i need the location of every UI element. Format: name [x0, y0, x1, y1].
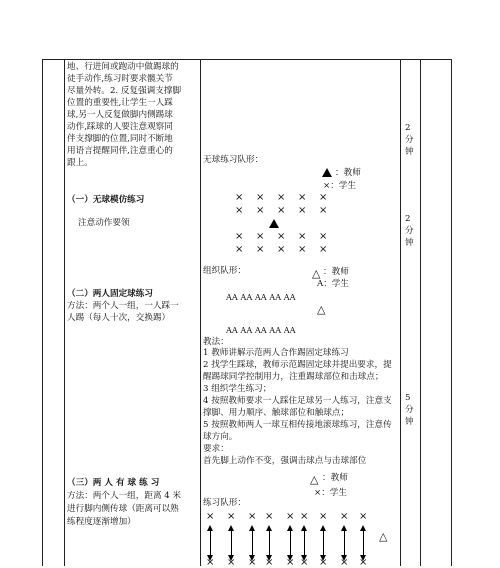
text-line: 尽量外转。2. 反复强调支撑脚: [67, 86, 182, 96]
section-title-with-ball: （三）两 人 有 球 练 习: [67, 478, 160, 488]
text-line: 要求：: [203, 444, 229, 454]
text-line: 人踢（每人十次，交换踢）: [67, 313, 171, 323]
pass-arrow: [363, 530, 364, 556]
legend-teacher: ：教师: [322, 473, 348, 483]
student-mark: ×: [298, 244, 307, 255]
student-mark: ×: [298, 205, 307, 216]
student-mark: ×: [300, 557, 309, 568]
student-row: AA AA AA AA AA: [226, 292, 296, 302]
student-row: AA AA AA AA AA: [226, 325, 296, 335]
student-mark: ×: [319, 231, 328, 242]
student-mark: ×: [286, 511, 295, 522]
time-unit: 分: [405, 135, 414, 145]
pass-arrow: [269, 530, 270, 556]
col-divider-2: [200, 59, 201, 566]
text-line: 撑脚、用力顺序、触球部位和触球点；: [203, 408, 350, 418]
student-mark: ×: [235, 244, 244, 255]
student-mark: ×: [277, 244, 286, 255]
text-line: 伴支撑脚的位置,同时不断地: [67, 134, 173, 144]
student-mark: ×: [298, 192, 307, 203]
student-mark: ×: [277, 231, 286, 242]
student-mark: ×: [340, 557, 349, 568]
time-unit: 钟: [405, 238, 414, 248]
time-number: 5: [405, 393, 411, 403]
student-mark: ×: [319, 511, 328, 522]
pass-arrow: [323, 530, 324, 556]
text-line: 醒踢球同学控制用力，注重踢球部位和击球点；: [203, 372, 384, 382]
student-mark: ×: [319, 192, 328, 203]
pass-arrow: [210, 530, 211, 556]
student-mark: ×: [359, 511, 368, 522]
student-mark: ×: [265, 557, 274, 568]
student-mark: ×: [256, 231, 265, 242]
text-line: 2 找学生踩球，教师示范踢固定球并提出要求，提: [203, 360, 392, 370]
text-line: 跟上。: [67, 158, 93, 168]
text-line: 进行脚内侧传球（距离可以熟: [67, 504, 179, 514]
student-mark: ×: [235, 192, 244, 203]
text-line: 地、行进间或跑动中做踢球的: [67, 62, 179, 72]
teacher-icon: △: [310, 473, 319, 486]
student-mark: ×: [248, 557, 257, 568]
student-mark: ×: [256, 244, 265, 255]
section-note: 注意动作要领: [78, 218, 130, 228]
student-mark: ×: [300, 511, 309, 522]
legend-student: A：学生: [317, 279, 349, 289]
col-divider-4: [420, 59, 421, 566]
time-unit: 分: [405, 226, 414, 236]
student-mark: ×: [235, 205, 244, 216]
figure-label-no-ball: 无球练习队形：: [203, 155, 264, 165]
pass-arrow: [304, 530, 305, 556]
teacher-icon: △: [312, 267, 321, 280]
legend-student: ×：学生: [314, 488, 347, 498]
figure-label-organize: 组织队形：: [203, 266, 246, 276]
table-border-left: [42, 59, 43, 566]
pass-arrow: [252, 530, 253, 556]
student-mark: ×: [235, 231, 244, 242]
student-mark: ×: [277, 192, 286, 203]
pass-arrow: [344, 530, 345, 556]
text-line: 用语言提醒同伴,注意重心的: [67, 146, 173, 156]
col-divider-3: [400, 59, 401, 566]
section-title-fixed-ball: （二）两人固定球练习: [67, 289, 153, 299]
text-line: 球方向。: [203, 432, 238, 442]
student-mark: ×: [248, 511, 257, 522]
student-mark: ×: [340, 511, 349, 522]
pass-arrow: [231, 530, 232, 556]
text-line: 球,另一人反复做脚内侧踢球: [67, 110, 173, 120]
col-divider-1: [64, 59, 65, 566]
student-mark: ×: [256, 205, 265, 216]
student-mark: ×: [319, 205, 328, 216]
student-mark: ×: [319, 244, 328, 255]
student-mark: ×: [227, 557, 236, 568]
text-line: 首先脚上动作不变，强调击球点与击球部位: [203, 456, 367, 466]
time-number: 2: [405, 123, 411, 133]
time-unit: 分: [405, 405, 414, 415]
table-border-right: [451, 59, 452, 566]
pass-arrow: [290, 530, 291, 556]
text-line: 1 教师讲解示范两人合作踢固定球练习: [203, 348, 349, 358]
text-line: 方法：两个人一组，一人踩一: [67, 301, 179, 311]
teacher-icon: [269, 219, 279, 228]
text-line: 3 组织学生练习；: [203, 384, 272, 394]
text-line: 方法：两个人一组，距离 4 米: [67, 491, 182, 501]
time-number: 2: [405, 214, 411, 224]
section-title-no-ball: （一）无球模仿练习: [67, 195, 145, 205]
teacher-icon: [322, 168, 332, 177]
legend-teacher: ：教师: [323, 267, 349, 277]
legend-teacher: ：教师: [335, 168, 361, 178]
student-mark: ×: [256, 192, 265, 203]
student-mark: ×: [359, 557, 368, 568]
teacher-icon: △: [317, 303, 326, 316]
text-line: 徒手动作,练习时要求髋关节: [67, 74, 173, 84]
student-mark: ×: [298, 231, 307, 242]
student-mark: ×: [277, 205, 286, 216]
text-line: 动作,踩球的人要注意观察同: [67, 122, 173, 132]
student-mark: ×: [206, 511, 215, 522]
text-line: 5 按照教师两人一球互相传接地滚球练习，注意传: [203, 420, 392, 430]
time-unit: 钟: [405, 417, 414, 427]
teacher-icon: △: [379, 530, 388, 543]
student-mark: ×: [286, 557, 295, 568]
teach-heading: 教法：: [203, 337, 229, 347]
legend-student: ×：学生: [323, 181, 356, 191]
student-mark: ×: [206, 557, 215, 568]
text-line: 4 按照教师要求一人踩住足球另一人练习，注意支: [203, 396, 392, 406]
student-mark: ×: [227, 511, 236, 522]
student-mark: ×: [319, 557, 328, 568]
student-mark: ×: [265, 511, 274, 522]
text-line: 练程度逐渐增加）: [67, 517, 136, 527]
time-unit: 钟: [405, 147, 414, 157]
figure-label-practice: 练习队形：: [203, 498, 246, 508]
text-line: 位置的重要性,让学生一人踩: [67, 98, 173, 108]
